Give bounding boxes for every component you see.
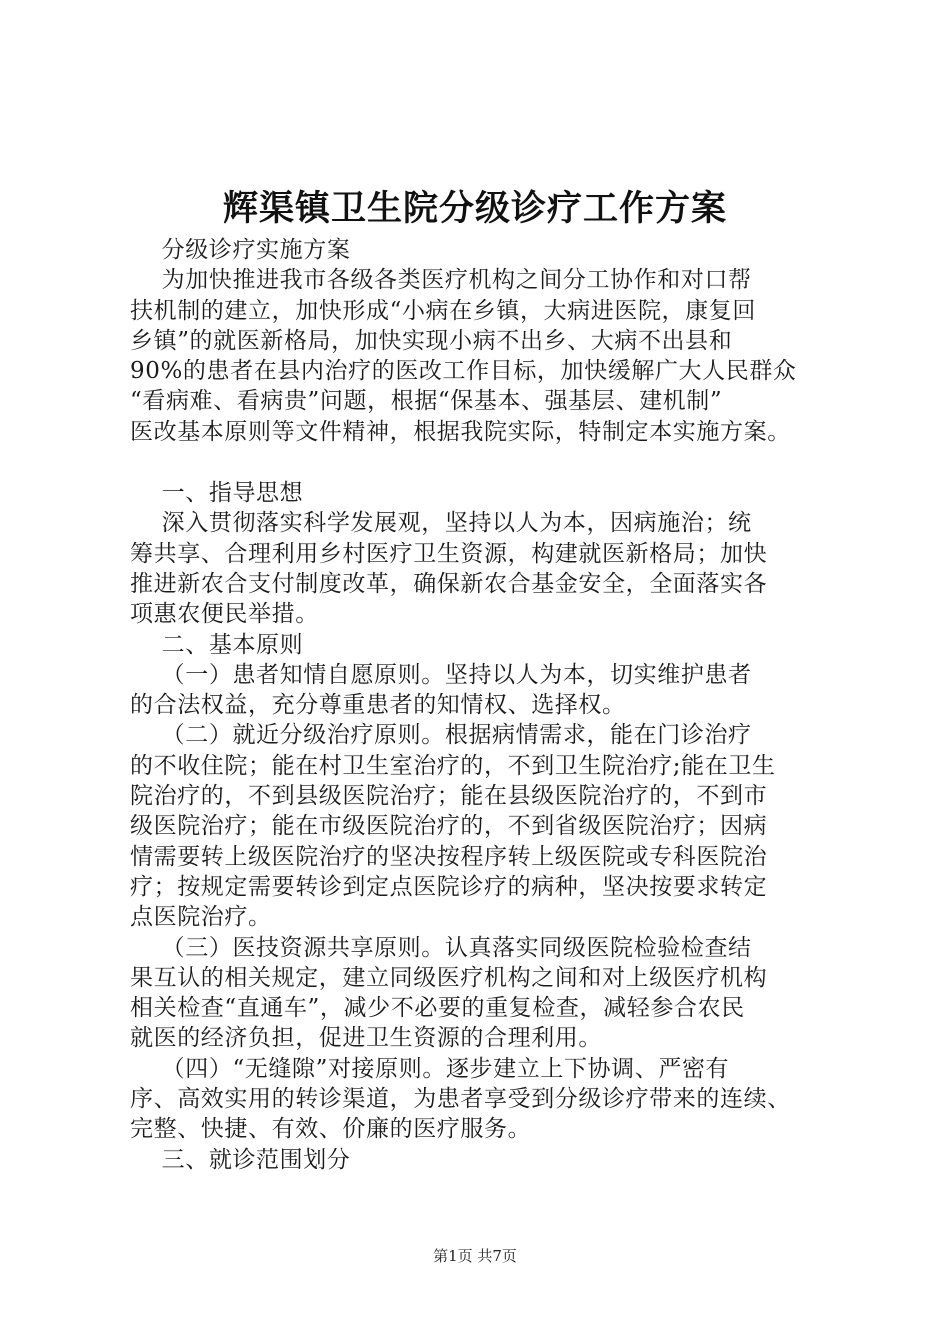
text-line: 乡镇”的就医新格局，加快实现小病不出乡、大病不出县和: [130, 327, 733, 354]
text-line: 深入贯彻落实科学发展观，坚持以人为本，因病施治；统: [130, 510, 752, 537]
paragraph-gap: [130, 447, 842, 478]
text-line: 的合法权益，充分尊重患者的知情权、选择权。: [130, 692, 626, 719]
text-line: 院治疗的，不到县级医院治疗；能在县级医院治疗的，不到市: [130, 783, 768, 810]
text-line: 医改基本原则等文件精神，根据我院实际，特制定本实施方案。: [130, 418, 791, 445]
text-line: 级医院治疗；能在市级医院治疗的，不到省级医院治疗；因病: [130, 813, 768, 840]
document-title: 辉渠镇卫生院分级诊疗工作方案: [222, 188, 727, 229]
text-line: 果互认的相关规定，建立同级医疗机构之间和对上级医疗机构: [130, 964, 768, 991]
text-line: 一、指导思想: [130, 480, 304, 507]
text-line: （一）患者知情自愿原则。坚持以人为本，切实维护患者: [130, 661, 752, 688]
text-line: 扶机制的建立，加快形成“小病在乡镇，大病进医院，康复回: [130, 297, 756, 324]
main-section: [130, 478, 842, 1175]
page-number: 第1页 共7页: [433, 1247, 517, 1265]
text-line: （二）就近分级治疗原则。根据病情需求，能在门诊治疗: [130, 722, 752, 749]
text-line: 相关检查“直通车”，减少不必要的重复检查，减轻参合农民: [130, 995, 745, 1022]
text-line: 的不收住院；能在村卫生室治疗的，不到卫生院治疗;能在卫生: [130, 752, 776, 779]
text-line: 情需要转上级医院治疗的坚决按程序转上级医院或专科医院治: [130, 843, 768, 870]
text-line: 完整、快捷、有效、价廉的医疗服务。: [130, 1116, 532, 1143]
text-line: （四）“无缝隙”对接原则。逐步建立上下协调、严密有: [130, 1055, 730, 1082]
text-line: 疗；按规定需要转诊到定点医院诊疗的病种，坚决按要求转定: [130, 873, 768, 900]
text-line: 二、基本原则: [130, 631, 304, 658]
intro-section: [130, 235, 842, 447]
text-line: （三）医技资源共享原则。认真落实同级医院检验检查结: [130, 934, 752, 961]
text-line: 项惠农便民举措。: [130, 601, 319, 628]
text-line: 序、高效实用的转诊渠道，为患者享受到分级诊疗带来的连续、: [130, 1086, 791, 1113]
text-line: 90%的患者在县内治疗的医改工作目标，加快缓解广大人民群众: [130, 358, 797, 385]
text-line: 推进新农合支付制度改革，确保新农合基金安全，全面落实各: [130, 570, 768, 597]
text-line: 分级诊疗实施方案: [130, 237, 351, 263]
text-line: 三、就诊范围划分: [130, 1146, 351, 1173]
text-line: 就医的经济负担，促进卫生资源的合理利用。: [130, 1025, 602, 1052]
text-line: “看病难、看病贵”问题，根据“保基本、强基层、建机制”: [130, 388, 723, 415]
text-line: 点医院治疗。: [130, 904, 272, 931]
text-line: 为加快推进我市各级各类医疗机构之间分工协作和对口帮: [130, 267, 752, 294]
document-body: [130, 235, 842, 1175]
text-line: 筹共享、合理利用乡村医疗卫生资源，构建就医新格局；加快: [130, 540, 768, 567]
